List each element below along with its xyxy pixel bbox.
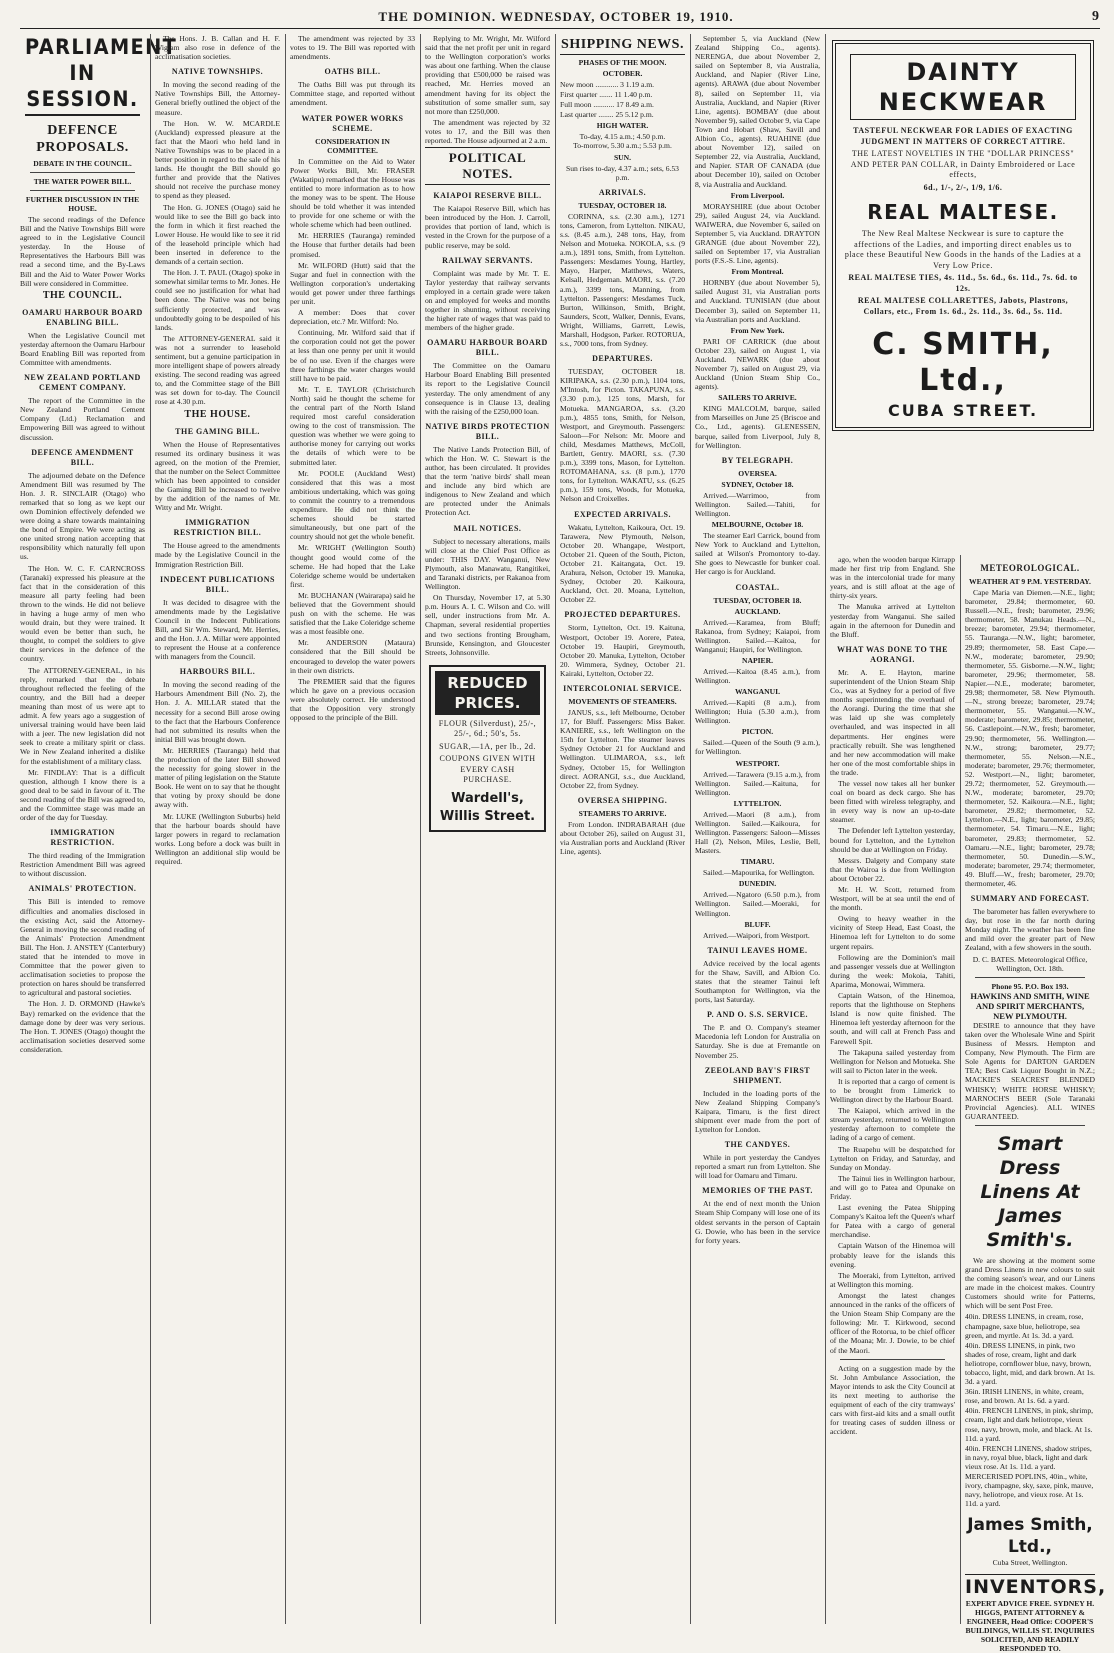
- heading-summary: SUMMARY AND FORECAST.: [965, 894, 1095, 904]
- subhead-water: THE WATER POWER BILL.: [20, 177, 145, 186]
- ad-heading: REDUCED PRICES.: [435, 671, 540, 715]
- heading-indecent: INDECENT PUBLICATIONS BILL.: [155, 575, 280, 595]
- heading-memories: MEMORIES OF THE PAST.: [695, 1186, 820, 1196]
- article-text: Mr. ANDERSON (Mataura) considered that the Bill should be encouraged to develop the water powers in their own districts.: [290, 638, 415, 674]
- heading-intercolonial: INTERCOLONIAL SERVICE.: [560, 684, 685, 694]
- column-shipping: [560, 34, 685, 1624]
- dateline: MELBOURNE, October 18.: [695, 520, 820, 529]
- article-text: The Kaiapoi Reserve Bill, which has been introduced by the Hon. J. Carroll, provides that portion of land, which is vested in the Crown for the purpose of a public reserve, may be sold.: [425, 204, 550, 249]
- column-political-notes: [425, 34, 550, 1624]
- heading-immigration: IMMIGRATION RESTRICTION.: [20, 828, 145, 848]
- page-number: 9: [1092, 9, 1100, 25]
- heading-sun: SUN.: [560, 153, 685, 162]
- heading-kaiapoi: KAIAPOI RESERVE BILL.: [425, 191, 550, 201]
- heading-tainui: TAINUI LEAVES HOME.: [695, 946, 820, 956]
- column-rule: [825, 34, 826, 1624]
- heading-aorangi: WHAT WAS DONE TO THE AORANGI.: [830, 645, 955, 665]
- article-text: Arrived.—Ngatoro (6.50 p.m.), from Wellington. Sailed.—Moeraki, for Wellington.: [695, 890, 820, 917]
- ad-phone: Phone 95. P.O. Box 193.: [965, 982, 1095, 991]
- ad-address: CUBA STREET.: [844, 401, 1082, 421]
- article-text: The report of the Committee in the New Zealand Portland Cement Company (Ltd.) Reclamation and Empowering Bill was agreed to without discussion.: [20, 396, 145, 441]
- article-text: The Tainui lies in Wellington harbour, and will go to Patea and Opunake on Friday.: [830, 1174, 955, 1201]
- port-name: AUCKLAND.: [695, 607, 820, 616]
- heading-po: P. AND O. S.S. SERVICE.: [695, 1010, 820, 1020]
- article-text: Mr. WRIGHT (Wellington South) thought good would come of the scheme. He had hoped that the Lake Coleridge scheme would be undertaken first.: [290, 543, 415, 588]
- article-text: The Hon. W. C. F. CARNCROSS (Taranaki) expressed his pleasure at the fact that in the consideration of this measure all party feeling had been thrown to the winds. He did not believe in having a huge army of men who would drain, but they were trained. It would even be better than such, he thought, to compel the soldiers to give their services in the defence of the country.: [20, 564, 145, 664]
- article-text: Complaint was made by Mr. T. E. Taylor yesterday that railway servants employed in a certain grade were taken on and employed for weeks and months together in shunting, without receiving the higher rate of wages that was paid to members of the higher grade.: [425, 269, 550, 333]
- heading-oamaru: OAMARU HARBOUR BOARD ENABLING BILL.: [20, 308, 145, 328]
- heading-sailers: SAILERS TO ARRIVE.: [695, 393, 820, 402]
- article-text: Continuing, Mr. Wilford said that if the corporation could not get the power at less than one penny per unit it would be of no use. Even if the charges were three farthings the water charges would still have to be paid.: [290, 328, 415, 383]
- heading-mail: MAIL NOTICES.: [425, 524, 550, 534]
- heading-candyes: THE CANDYES.: [695, 1140, 820, 1150]
- high-water-line: To-morrow, 5.30 a.m.; 5.53 p.m.: [560, 141, 685, 150]
- heading-departures: DEPARTURES.: [560, 354, 685, 364]
- article-text: Mr. LUKE (Wellington Suburbs) held that the harbour boards should have larger powers in regard to reclamation works. Long before a dock was built in Wellington an additional slip would be required.: [155, 812, 280, 867]
- port-name: LYTTELTON.: [695, 799, 820, 808]
- article-text: Amongst the latest changes announced in the ranks of the officers of the Union Steam Ship Company are the following: Mr. T. Kirkwood, second officer of the Rotorua, to be chief officer of the Moana; Mr. J. Dowie, to be chief of the Maori.: [830, 1291, 955, 1355]
- heading-movements: MOVEMENTS OF STEAMERS.: [560, 697, 685, 706]
- subhead-debate: DEBATE IN THE COUNCIL.: [20, 159, 145, 168]
- article-text: Subject to necessary alterations, mails will close at the Chief Post Office as under: THIS DAY. Wanganui, New Plymouth, also Manawatu, Rangitikei, and Taranaki districts, per Rakanoa from Wellington.: [425, 537, 550, 592]
- ad-line: REAL MALTESE COLLARETTES, Jabots, Plastrons, Collars, etc., From 1s. 6d., 2s. 11d., 3s. 6d., 5s. 11d.: [844, 296, 1082, 317]
- list-item: 40in. FRENCH LINENS, shadow stripes, in navy, royal blue, black, light and dark vieux rose. At 1s. 11d. a yard.: [965, 1444, 1095, 1471]
- heading-consideration: CONSIDERATION IN COMMITTEE.: [290, 137, 415, 155]
- heading-council: THE COUNCIL.: [20, 290, 145, 302]
- heading-native: NATIVE TOWNSHIPS.: [155, 67, 280, 77]
- heading-oamaru-board: OAMARU HARBOUR BOARD BILL.: [425, 338, 550, 358]
- heading-animals: ANIMALS' PROTECTION.: [20, 884, 145, 894]
- article-text: It was decided to disagree with the amendments made by the Legislative Council in the Indecent Publications Bill, and Sir Wm. Steward, Mr. Herries, and the Hon. J. A. Millar were appointed to represent the House at a conference with managers from the Council.: [155, 598, 280, 662]
- article-text: The amendment was rejected by 32 votes to 17, and the Bill was then reported. The House adjourned at 2 a.m.: [425, 118, 550, 145]
- article-text: Arrived.—Karamea, from Bluff; Rakanoa, from Sydney; Kaiapoi, from Wellington. Sailed.—Kaitoa, for Wanganui; Haupiri, for Wellington.: [695, 618, 820, 654]
- headline-parliament: PARLIAMENT IN SESSION.: [25, 34, 140, 116]
- linens-list: [965, 1312, 1095, 1508]
- article-text: Acting on a suggestion made by the St. John Ambulance Association, the Mayor intends to ask the City Council at its next meeting to authorise the equipment of each of the city tramways' cars with first-aid kits and a small outfit for treating cases of sudden illness or accident.: [830, 1364, 955, 1437]
- article-text: In moving the second reading of the Harbours Amendment Bill (No. 2), the Hon. J. A. MILLAR stated that the necessity for a second Bill arose owing to the fact that the Harbours Conference had not submitted its results when the initial Bill was brought down.: [155, 680, 280, 744]
- ad-line: THE LATEST NOVELTIES IN THE "DOLLAR PRINCESS" AND PETER PAN COLLAR, in Dainty Embroidered or Lace effects,: [844, 149, 1082, 181]
- moon-phases: [560, 80, 685, 119]
- ad-frame: [832, 40, 1094, 431]
- article-text: The ATTORNEY-GENERAL said it was not a surrender to leasehold sentiment, but a genuine participation in more intelligent shape of powers already existing. The second reading was agreed to, and the Committee stage of the Bill was set down for to-day. The Council rose at 4.30 p.m.: [155, 334, 280, 407]
- ad-line: COUPONS GIVEN WITH EVERY CASH PURCHASE.: [435, 754, 540, 786]
- heading-railway: RAILWAY SERVANTS.: [425, 256, 550, 266]
- column-rule: [690, 34, 691, 1624]
- article-text: September 5, via Auckland (New Zealand Shipping Co., agents). NERENGA, due about November 2, sailed on September 8, via Australia, Auckland, and Napier (River Line, agents). ARAWA (due about November 8), sailed on September 11, via Australia, Auckland, and Napier (River Line, agents). BOMBAY (due about November 9), sailed October 9, via Cape Town and Hobart (Shaw, Savill and Albion Co., agents). RUAHINE (due about November 12), sailed on September 22, via Australia, Auckland, and Napier. STAR OF CANADA (due about December 10), sailed on October 8, via Australia and Auckland.: [695, 34, 820, 189]
- article-text: On Thursday, November 17, at 5.30 p.m. Hours A. I. C. Wilson and Co. will sell, under instructions from Mr. A. Chapman, several residential properties and two sections fronting Brougham, Brunside, Kensington, and Gloucester Streets, Johnsonville.: [425, 593, 550, 657]
- ad-line: The New Real Maltese Neckwear is sure to capture the affections of the Ladies, and importing direct enables us to place these Beautiful New Goods in the hands of the Ladies at a Very Low Price.: [844, 229, 1082, 271]
- moon-phase: Full moon ........... 17 8.49 a.m.: [560, 100, 685, 109]
- ad-title: Smart Dress Linens At James Smith's.: [965, 1132, 1095, 1252]
- article-text: The Hon. G. JONES (Otago) said he would like to see the Bill go back into the form in which it first reached the Lower House. He would like to see it rid of the leasehold principle which had been inserted in deference to the demands of a certain section.: [155, 203, 280, 267]
- article-text: The barometer has fallen everywhere to day, but rose in the far north during Monday night. The weather has been fine and mild over the greater part of New Zealand, with a few showers in the south.: [965, 907, 1095, 952]
- heading-cement: NEW ZEALAND PORTLAND CEMENT COMPANY.: [20, 373, 145, 393]
- heading-high-water: HIGH WATER.: [560, 121, 685, 130]
- article-text: Arrived.—Kaitoa (8.45 a.m.), from Wellington.: [695, 667, 820, 685]
- heading-telegraph: BY TELEGRAPH.: [695, 456, 820, 466]
- article-text: Included in the loading ports of the New Zealand Shipping Company's Kaipara, Timaru, is the first direct shipment ever made from the port of Lyttelton for London.: [695, 1089, 820, 1134]
- article-text: JANUS, s.s., left Melbourne, October 17, for Bluff. Passengers: Miss Baker. KANIERE, s.s., left Wellington on the 15th for Lyttelton. The steamer leaves Sydney October 21 for Auckland and Wellington. ULIMAROA, s.s., left Sydney, October 15, for Wellington direct. AORANGI, s.s., due Auckland, October 22, from Sydney.: [560, 708, 685, 790]
- article-text: The P. and O. Company's steamer Macedonia left London for Australia on Saturday. She is due at Fremantle on November 25.: [695, 1023, 820, 1059]
- ad-line: SUGAR,—1A, per lb., 2d.: [435, 742, 540, 753]
- ad-advertiser: C. SMITH, Ltd.,: [844, 327, 1082, 399]
- article-text: While in port yesterday the Candyes reported a smart run from Lyttelton. She will load for Oamaru and Timaru.: [695, 1153, 820, 1180]
- article-text: Storm, Lyttelton, Oct. 19. Kaituna, Westport, October 19. Aorere, Patea, October 19. Haupiri, Greymouth, October 20. Manuka, Lyttelton, October 20. Wimmera, Sydney, October 21. Kairaki, Lyttelton, October 22.: [560, 623, 685, 678]
- article-text: ago, when the wooden barque Kirrapp made her first trip from England. She was in the intercolonial trade for many years, and is still afloat at the age of thirty-six years.: [830, 555, 955, 600]
- article-text: The Kaiapoi, which arrived in the stream yesterday, returned to Wellington yesterday afternoon to complete the lading of a cargo of cement.: [830, 1106, 955, 1142]
- heading-immigration-bill: IMMIGRATION RESTRICTION BILL.: [155, 518, 280, 538]
- sun-line: Sun rises to-day, 4.37 a.m.; sets, 6.53 p.m.: [560, 164, 685, 182]
- article-text: The PREMIER said that the figures which he gave on a previous occasion were absolutely correct. He understood that the Opposition very strongly opposed to the principle of the Bill.: [290, 677, 415, 722]
- port-name: BLUFF.: [695, 920, 820, 929]
- heading-montreal: From Montreal.: [695, 267, 820, 276]
- list-item: 36in. IRISH LINENS, in white, cream, rose, and brown. At 1s. 6d. a yard.: [965, 1387, 1095, 1405]
- column-rule: [420, 34, 421, 1624]
- column-rule: [150, 34, 151, 1624]
- article-text: We are showing at the moment some grand Dress Linens in new colours to suit the coming season's wear, and our Linens are made in the choicest makes. Country Customers should write for Patterns, which will be sent Post Free.: [965, 1256, 1095, 1311]
- article-text: In Committee on the Aid to Water Power Works Bill, Mr. FRASER (Wakatipu) remarked that the House was entitled to more information as to how the money was to be spent. The House should be told whether it was intended to provide for one scheme or with the whole scheme which had been outlined.: [290, 157, 415, 230]
- heading-month: OCTOBER.: [560, 69, 685, 78]
- dateline: TUESDAY, OCTOBER 18.: [695, 596, 820, 605]
- list-item: 40in. FRENCH LINENS, in pink, shrimp, cream, light and dark heliotrope, vieux rose, navy, brown, mole, and black. At 1s. 11d. a yard.: [965, 1406, 1095, 1442]
- article-text: HORNBY (due about November 5), sailed August 31, via Australian ports and Auckland. TUNISIAN (due about December 3), sailed on September 11, via Australian ports and Auckland.: [695, 278, 820, 323]
- article-text: KING MALCOLM, barque, sailed from Marseilles on June 25 (Briscoe and Co., Ltd., agents). GLENESSEN, barque, sailed from Liverpool, July 8, for Wellington.: [695, 404, 820, 449]
- article-text: Advice received by the local agents for the Shaw, Savill, and Albion Co. states that the steamer Tainui left Southampton for Wellington, via the ports, last Saturday.: [695, 959, 820, 1004]
- dateline: SYDNEY, October 18.: [695, 480, 820, 489]
- article-text: Arrived.—Kapiti (8 a.m.), from Wellington; Huia (5.30 a.m.), from Wellington.: [695, 698, 820, 725]
- heading-moon: PHASES OF THE MOON.: [560, 58, 685, 67]
- column-meteorological: [965, 560, 1095, 1624]
- article-text: PARI OF CARRICK (due about October 23), sailed on August 1, via Auckland. NEWARK (due about November 7), sailed on August 29, via Auckland (Union Steam Ship Co., agents).: [695, 337, 820, 392]
- article-text: The Hons. J. B. Callan and H. F. Wigram also rose in defence of the acclimatisation societies.: [155, 34, 280, 61]
- article-text: When the House of Representatives resumed its ordinary business it was agreed, on the motion of the Premier, that the number on the Select Committee which has been appointed to consider the Gaming Bill be increased to twelve by the addition of the names of Mr. Witty and Mr. Wright.: [155, 440, 280, 513]
- article-text: This Bill is intended to remove difficulties and anomalies disclosed in the existing Act, said the Attorney-General in moving the second reading of the Animals' Protection Amendment Bill. The Hon. J. ANSTEY (Canterbury) stated that he intended to move in Committee that the power given to acclimatisation societies to propose the protection on hares should be transferred to agricultural and pastoral societies.: [20, 897, 145, 997]
- article-text: In moving the second reading of the Native Townships Bill, the Attorney-General briefly outlined the object of the measure.: [155, 80, 280, 116]
- article-text: Replying to Mr. Wright, Mr. Wilford said that the net profit per unit in regard to the Wellington corporation's works was about one farthing. When the clause providing that £500,000 be raised was reached, Mr. Herries moved an amendment having for its object the substitution of some smaller sum, say not more than £250,000.: [425, 34, 550, 116]
- heading-coastal: COASTAL.: [695, 583, 820, 593]
- port-name: NAPIER.: [695, 656, 820, 665]
- masthead: [20, 6, 1100, 29]
- article-text: The amendment was rejected by 33 votes to 19. The Bill was reported with amendments.: [290, 34, 415, 61]
- article-text: Arrived.—Waipori, from Westport.: [695, 931, 820, 940]
- article-text: Following are the Dominion's mail and passenger vessels due at Wellington during the week: Mokoia, Tahiti, Aparima, Monowai, Wimmera.: [830, 953, 955, 989]
- article-text: Mr. FINDLAY: That is a difficult question, although I know there is a good deal to be said in favour of it. The second reading of the Bill was agreed to, and the Committee stage was made an order of the day for Tuesday.: [20, 768, 145, 823]
- ad-line: TASTEFUL NECKWEAR FOR LADIES OF EXACTING JUDGMENT IN MATTERS OF CORRECT ATTIRE.: [844, 126, 1082, 147]
- heading-gaming: THE GAMING BILL.: [155, 427, 280, 437]
- article-text: Mr. WILFORD (Hutt) said that the Sugar and fuel in connection with the Wellington corporation's undertaking would get power under three farthings per unit.: [290, 261, 415, 306]
- heading-meteorological: METEOROLOGICAL.: [965, 562, 1095, 574]
- column-water-power: [290, 34, 415, 1624]
- article-text: The Takapuna sailed yesterday from Wellington for Nelson and Motueka. She will sail to Picton later in the week.: [830, 1048, 955, 1075]
- heading-new-york: From New York.: [695, 326, 820, 335]
- article-text: The Hon. J. D. ORMOND (Hawke's Bay) remarked on the evidence that the damage done by deer was very serious. The Hon. T. JONES (Otago) thought the acclimatisation societies deserved some consideration.: [20, 999, 145, 1054]
- ad-advertiser: Wardell's, Willis Street.: [435, 790, 540, 826]
- column-parliament: [20, 34, 145, 1624]
- heading-expected: EXPECTED ARRIVALS.: [560, 510, 685, 520]
- article-text: Captain Watson, of the Hinemoa, reports that the lighthouse on Stephens Island is now quite finished. The Hinemoa left yesterday afternoon for the south, and will call at French Pass and Farewell Spit.: [830, 991, 955, 1046]
- masthead-title: THE DOMINION. WEDNESDAY, OCTOBER 19, 1910.: [20, 9, 1092, 25]
- port-name: PICTON.: [695, 727, 820, 736]
- arrivals-date: TUESDAY, OCTOBER 18.: [560, 201, 685, 210]
- heading-water-power: WATER POWER WORKS SCHEME.: [290, 114, 415, 134]
- article-text: The second readings of the Defence Bill and the Native Townships Bill were agreed to in the Legislative Council yesterday. In the House of Representatives the Harbours Bill was read a second time, and the By-Laws Bill and the Aid to Water Power Works Bill were considered in Committee.: [20, 215, 145, 288]
- heading-birds: NATIVE BIRDS PROTECTION BILL.: [425, 422, 550, 442]
- heading-arrivals: ARRIVALS.: [560, 188, 685, 198]
- port-name: WESTPORT.: [695, 759, 820, 768]
- article-text: Arrived.—Maori (8 a.m.), from Wellington. Sailed.—Kaikoura, for Wellington. Passengers: Saloon—Misses Hall (2), Nelson, Miles, Leslie, Bell, Masters.: [695, 810, 820, 855]
- ad-line: REAL MALTESE TIES, 4s. 11d., 5s. 6d., 6s. 11d., 7s. 6d. to 12s.: [844, 273, 1082, 294]
- article-text: The Moeraki, from Lyttelton, arrived at Wellington this morning.: [830, 1271, 955, 1289]
- article-text: Arrived.—Tarawera (9.15 a.m.), from Wellington. Sailed.—Kaituna, for Wellington.: [695, 770, 820, 797]
- column-shipping-notes: [830, 555, 955, 1624]
- column-rule: [285, 34, 286, 1624]
- article-text: Mr. HERRIES (Tauranga) held that the production of the later Bill showed the necessity for going slower in the matter of piling legislation on the Statute Book. He went on to say that he thought that voting by proxy should be done away with.: [155, 746, 280, 810]
- reduced-prices-ad: [429, 665, 546, 832]
- article-text: The Committee on the Oamaru Harbour Board Enabling Bill presented its report to the Legislative Council yesterday. The only amendment of any consequence is in Clause 13, dealing with the raising of the £250,000 loan.: [425, 361, 550, 416]
- headline-defence: DEFENCE PROPOSALS.: [20, 122, 145, 156]
- ad-line: FLOUR (Silverdust), 25/-, 25/-, 6d.; 50's, 5s.: [435, 719, 540, 740]
- article-text: Owing to heavy weather in the vicinity of Steep Head, East Coast, the Hinemoa left for Lyttelton to do some urgent repairs.: [830, 914, 955, 950]
- article-text: Mr. BUCHANAN (Wairarapa) said he believed that the Government should push on with the scheme. He was satisfied that the Lake Coleridge scheme was a most feasible one.: [290, 591, 415, 636]
- moon-phase: First quarter ....... 11 1.40 p.m.: [560, 90, 685, 99]
- heading-harbours: HARBOURS BILL.: [155, 667, 280, 677]
- high-water-line: To-day, 4.15 a.m.; 4.50 p.m.: [560, 132, 685, 141]
- article-text: When the Legislative Council met yesterday afternoon the Oamaru Harbour Board Enabling Bill was reported from Committee with amendments.: [20, 331, 145, 367]
- article-text: Sailed.—Mapourika, for Wellington.: [695, 868, 820, 877]
- heading-house: THE HOUSE.: [155, 409, 280, 421]
- article-text: EXPERT ADVICE FREE. SYDNEY H. HIGGS, PATENT ATTORNEY & ENGINEER, Head Office: COOPER'S BUILDINGS, WILLIS ST. INQUIRIES SOLICITED, AND READILY RESPONDED TO.: [965, 1599, 1095, 1653]
- ad-title: INVENTORS,: [965, 1574, 1095, 1599]
- article-text: Sailed.—Queen of the South (9 a.m.), for Wellington.: [695, 738, 820, 756]
- ad-advertiser: HAWKINS AND SMITH, WINE AND SPIRIT MERCHANTS, NEW PLYMOUTH.: [965, 991, 1095, 1021]
- heading-oversea: OVERSEA.: [695, 469, 820, 478]
- ad-title: DAINTY NECKWEAR: [850, 54, 1076, 120]
- column-rule: [555, 34, 556, 1624]
- article-text: Last evening the Patea Shipping Company's Kaitoa left the Queen's wharf for Patea with a cargo of general merchandise.: [830, 1203, 955, 1239]
- article-text: MORAYSHIRE (due about October 29), sailed August 24, via Auckland. WAIWERA, due November 6, sailed on September 5, via Auckland. DRAYTON GRANGE (due about November 22), sailed on September 17, via Australian ports (F.S.-S. Line, agents).: [695, 202, 820, 266]
- heading-shipping: SHIPPING NEWS.: [560, 36, 685, 55]
- article-text: At the end of next month the Union Steam Ship Company will lose one of its oldest servants in the person of Captain G. Dowie, who has been in the service for forty years.: [695, 1199, 820, 1244]
- article-text: Messrs. Dalgety and Company state that the Wairoa is due from Wellington about October 22.: [830, 856, 955, 883]
- ad-advertiser: James Smith, Ltd.,: [965, 1514, 1095, 1558]
- column-shipping-cont: [695, 34, 820, 1624]
- article-text: Mr. H. W. Scott, returned from Westport, will be at sea until the end of the month.: [830, 885, 955, 912]
- heading-political: POLITICAL NOTES.: [425, 147, 550, 185]
- article-text: The Defender left Lyttelton yesterday, bound for Lyttelton, and the Lyttelton should be due at Wellington on Friday.: [830, 826, 955, 853]
- article-text: Captain Watson of the Hinemoa will probably leave for the islands this evening.: [830, 1241, 955, 1268]
- ad-prices: 6d., 1/-, 2/-, 1/9, 1/6.: [844, 183, 1082, 194]
- heading-oaths: OATHS BILL.: [290, 67, 415, 77]
- article-text: The Hon. W. W. MCARDLE (Auckland) expressed pleasure at the fact that the Maori who held land in Native Townships was to be placed in a better position in regard to the sale of his lands. He thought the Bill should go further and provide that the Natives should not receive the purchase money to spend as they pleased.: [155, 119, 280, 201]
- article-text: Mr. T. E. TAYLOR (Christchurch North) said he thought the scheme for the central part of the North Island required most careful consideration owing to the cost of transmission. The question was whether we were going to authorise money for carrying out works the details of which were to be submitted later.: [290, 385, 415, 467]
- article-text: Mr. A. E. Hayton, marine superintendent of the Union Steam Ship Co., was at Sydney for a period of five months superintending the overhaul of the Aorangi. During the time that she was laid up she was completely overhauled, and was inspected in all departments. Her engines were practically rebuilt. She was lengthened and her new accommodation will make her one of the most comfortable ships in the trade.: [830, 668, 955, 777]
- article-text: The adjourned debate on the Defence Amendment Bill was resumed by The Hon. J. R. SINCLAIR (Otago) who remarked that so long as we kept our own Dominion effectively defended we were doing a share towards maintaining the bond of Empire. We were acting as one united strong nation accepting that responsibility which naturally fell upon us.: [20, 471, 145, 562]
- article-text: Wakatu, Lyttelton, Kaikoura, Oct. 19. Tarawera, New Plymouth, Nelson, October 20. Whangape, Westport, October 21. Queen of the South, Picton, October 21. Kaitangata, Oct. 19. Arahura, Nelson, October 19. Manuka, Sydney, October 20. Kaikoura, Auckland, Oct. 20. Moana, Lyttelton, October 22.: [560, 523, 685, 605]
- heading-oversea: OVERSEA SHIPPING.: [560, 796, 685, 806]
- article-text: From London. INDRABARAH (due about October 26), sailed on August 31, via Australian ports and Auckland (River Line, agents).: [560, 820, 685, 856]
- moon-phase: Last quarter ........ 25 5.12 p.m.: [560, 110, 685, 119]
- subhead-discussion: FURTHER DISCUSSION IN THE HOUSE.: [20, 195, 145, 213]
- heading-defence-amend: DEFENCE AMENDMENT BILL.: [20, 448, 145, 468]
- heading-projected: PROJECTED DEPARTURES.: [560, 610, 685, 620]
- heading-shipment: ZEEOLAND BAY'S FIRST SHIPMENT.: [695, 1066, 820, 1086]
- article-text: The House agreed to the amendments made by the Legislative Council in the Immigration Restriction Bill.: [155, 541, 280, 568]
- list-item: 40in. DRESS LINENS, in cream, rose, champagne, saxe blue, heliotrope, sea green, and myrtle. At 1s. 3d. a yard.: [965, 1312, 1095, 1339]
- article-text: Mr. HERRIES (Tauranga) reminded the House that further details had been promised.: [290, 231, 415, 258]
- port-name: TIMARU.: [695, 857, 820, 866]
- signature: D. C. BATES. Meteorological Office, Wellington, Oct. 18th.: [965, 955, 1095, 973]
- article-text: DESIRE to announce that they have taken over the Wholesale Wine and Spirit Business of Messrs. Hempton and Company, New Plymouth. The Firm are Sole Agents for DARTON GARDEN TEA; Best Cask Liquor Bought in N.Z.; MACKIE'S SEACREST BLENDED WHISKY; WHITE HORSE WHISKY; MARNOCH'S BEER (Sole Taranaki Provincial Agencies). ALL WINES GUARANTEED.: [965, 1021, 1095, 1121]
- column-council-house: [155, 34, 280, 1624]
- article-text: TUESDAY, OCTOBER 18. KIRIPAKA, s.s. (2.30 p.m.), 1104 tons, M'Intosh, for Picton. TAKAPUNA, s.s. (3.30 p.m.), 125 tons, Marsh, for Motueka. MANGAROA, s.s. (3.20 p.m.), 4855 tons, Smith, for Nelson, Westport, and Greymouth. Passengers: Saloon—For Nelson: Mr. Moore and child, Mesdames Matthews, McColl, Bartlett, Gentry. MAORI, s.s. (7.30 p.m.), 3399 tons, Mason, for Lyttelton. ROTOMAHANA, s.s. (8 p.m.), 1770 tons, for Lyttelton. WAKATU, s.s. (6.25 p.m.), 159 tons, Woods, for Motueka, Nelson and Croixelles.: [560, 367, 685, 503]
- port-name: DUNEDIN.: [695, 879, 820, 888]
- article-text: CORINNA, s.s. (2.30 a.m.), 1271 tons, Cameron, from Lyttelton. NIKAU, s.s. (8.45 a.m.), 248 tons, Hay, from Nelson and Motueka. NOKOLA, s.s. (9 a.m.), 1891 tons, Smith, from Lyttelton. Passengers: Mesdames Young, Hartley, Mayo, Harper, Matthews, Waters, Kelsall, Hedgeman. MAORI, s.s. (7.20 a.m.), 3399 tons, Manning, from Lyttelton. Passengers: Mesdames Tuck, Burton, Wilkinson, Smith, Bright, Saunders, Scott, Walker, Dennis, Evans, Wright, Williams, Garrett, Lewis, Marshall, Hodgson, Parker. ROTORUA, s.s., 7000 tons, from Sydney.: [560, 212, 685, 348]
- moon-phase: New moon ............ 3 1.19 a.m.: [560, 80, 685, 89]
- article-text: Cape Maria van Diemen.—N.E., light; barometer, 29.84; thermometer, 60. Russell.—N.E., fresh; barometer, 29.96; thermometer, 58. Manukau Heads.—N., breeze; barometer, 29.94; thermometer, 55. Tauranga.—N.W., light; barometer, 29.89; thermometer, 58. East Cape.—N.W., moderate; barometer, 29.90; thermometer, 55. Gisborne.—N.W., light; barometer, 29.96; thermometer, 58. Napier.—N.E., moderate; barometer, 29.98; thermometer, 58. New Plymouth.—N., strong breeze; barometer, 29.74; thermometer, 55. Wanganui.—N.W., moderate; barometer, 29.85; thermometer, 56. Castlepoint.—N.W., fresh; barometer, 29.90; thermometer, 56. Wellington.—N.W., strong; barometer, 29.77; thermometer, 55. Nelson.—N.E., moderate; barometer, 29.76; thermometer, 52. Westport.—N., light; barometer, 29.72; thermometer, 52. Greymouth.—N.W., moderate; barometer, 29.70; thermometer, 52. Kaikoura.—N.E., light; barometer, 29.82; thermometer, 52. Lyttelton.—N.E., light; barometer, 29.85; thermometer, 54. Timaru.—N.E., light; barometer, 29.83; thermometer, 52. Oamaru.—N.E., light; barometer, 29.78; thermometer, 50. Dunedin.—S.W., moderate; barometer, 29.74; thermometer, 49. Bluff.—W., fresh; barometer, 29.70; thermometer, 46.: [965, 588, 1095, 888]
- list-item: 40in. DRESS LINENS, in pink, two shades of rose, cream, light and dark heliotrope, cornflower blue, navy, brown, tobacco, light, mid, and dark brown. At 1s. 3d. a yard.: [965, 1341, 1095, 1386]
- article-text: The third reading of the Immigration Restriction Amendment Bill was agreed to without discussion.: [20, 851, 145, 878]
- ad-address: Cuba Street, Wellington.: [965, 1558, 1095, 1567]
- port-name: WANGANUI.: [695, 687, 820, 696]
- article-text: The Hon. J. T. PAUL (Otago) spoke in somewhat similar terms to Mr. Jones. He could see no justification for what had been done. The Native was not being sufficiently protected, and was undoubtedly going to be despoiled of his lands.: [155, 268, 280, 332]
- article-text: A member: Does that cover depreciation, etc.? Mr. Wilford: No.: [290, 308, 415, 326]
- article-text: The steamer Earl Carrick, bound from New York to Auckland and Lyttelton, sailed at Wilson's Promontory to-day. She goes to Newcastle for bunker coal. Her cargo is for Auckland.: [695, 531, 820, 576]
- ad-subtitle: REAL MALTESE.: [844, 199, 1082, 225]
- column-rule: [960, 555, 961, 1624]
- article-text: It is reported that a cargo of cement is to be brought from Limerick to Wellington direct by the Harbour Board.: [830, 1077, 955, 1104]
- article-text: Arrived.—Warrimoo, from Wellington. Sailed.—Tahiti, for Wellington.: [695, 491, 820, 518]
- heading-weather: WEATHER AT 9 P.M. YESTERDAY.: [965, 577, 1095, 586]
- article-text: The Manuka arrived at Lyttelton yesterday from Wanganui. She sailed again in the afternoon for Dunedin and the Bluff.: [830, 602, 955, 638]
- neckwear-ad: [832, 40, 1094, 555]
- article-text: Mr. POOLE (Auckland West) considered that this was a most ambitious undertaking, which was going to commit the country to a tremendous expenditure. He did not think the schemes should be started simultaneously, but one part of the country should not get the whole benefit.: [290, 469, 415, 542]
- article-text: The Oaths Bill was put through its Committee stage, and reported without amendment.: [290, 80, 415, 107]
- article-text: The Ruapehu will be despatched for Lyttelton on Friday, and Saturday, and Sunday on Monday.: [830, 1145, 955, 1172]
- article-text: The ATTORNEY-GENERAL, in his reply, remarked that the debate throughout reflected the feeling of the country, and the Bill had a deeper meaning than most of us were apt to admit. A few years ago a suggestion of universal training would have been laid with a jeer. The new legislation did not seek to create a military spirit or class. We in New Zealand inherited a dislike for the establishment of a military class.: [20, 666, 145, 766]
- article-text: The Native Lands Protection Bill, of which the Hon. W. C. Stewart is the author, has been circulated. It provides that the term 'native birds' shall mean and include any bird which are indigenous to New Zealand and which are protected under the Animals Protection Act.: [425, 445, 550, 518]
- heading-liverpool: From Liverpool.: [695, 191, 820, 200]
- list-item: MERCERISED POPLINS, 40in., white, ivory, champagne, sky, saxe, pink, mauve, navy, heliotrope, and vieux rose. At 1s. 11d. a yard.: [965, 1472, 1095, 1508]
- heading-steamers: STEAMERS TO ARRIVE.: [560, 809, 685, 818]
- article-text: The vessel now takes all her bunker coal on board as deck cargo. She has been fitted with wireless telegraphy, and in every way is now an up-to-date steamer.: [830, 779, 955, 824]
